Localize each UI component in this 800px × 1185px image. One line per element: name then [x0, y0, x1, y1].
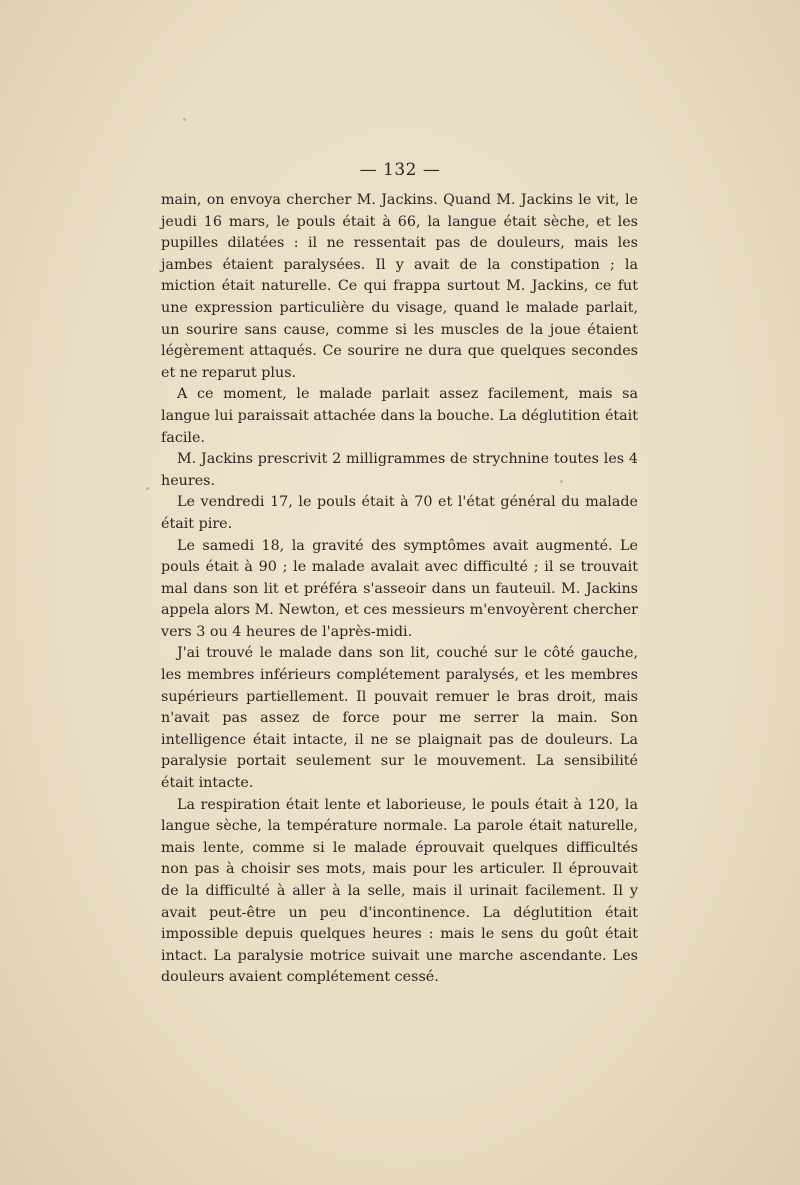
- paragraph: M. Jackins prescrivit 2 milligrammes de strychnine toutes les 4 heures.: [161, 451, 638, 489]
- paragraph: J'ai trouvé le malade dans son lit, couché sur le côté gauche, les membres inférieurs complétement paralysés, et les membres supérieurs partiellement. Il pouvait remuer le bras droit, mais n'avait pas assez de force pour me serrer la main. Son intelligence était intacte, il ne se plaignait pas de douleurs. La paralysie portait seulement sur le mouvement. La sensibilité était intacte.: [161, 645, 638, 792]
- paragraph: A ce moment, le malade parlait assez facilement, mais sa langue lui paraissait attachée dans la bouche. La déglutition était facile.: [161, 386, 638, 446]
- paragraph: Le vendredi 17, le pouls était à 70 et l'état général du malade était pire.: [161, 494, 638, 532]
- body-text: [161, 190, 638, 989]
- paragraph: Le samedi 18, la gravité des symptômes avait augmenté. Le pouls était à 90 ; le malade avalait avec difficulté ; il se trouvait mal dans son lit et préféra s'asseoir dans un fauteuil. M. Jackins appela alors M. Newton, et ces messieurs m'envoyèrent chercher vers 3 ou 4 heures de l'après-midi.: [161, 537, 638, 640]
- paper-speck: [183, 118, 186, 121]
- paragraph: main, on envoya chercher M. Jackins. Quand M. Jackins le vit, le jeudi 16 mars, le pouls était à 66, la langue était sèche, et les pupilles dilatées : il ne ressentait pas de douleurs, mais les jambes étaient paralysées. Il y avait de la constipation ; la miction était naturelle. Ce qui frappa surtout M. Jackins, ce fut une expression particulière du visage, quand le malade parlait, un sourire sans cause, comme si les muscles de la joue étaient légèrement attaqués. Ce sourire ne dura que quelques secondes et ne reparut plus.: [161, 192, 638, 381]
- page-number: — 132 —: [359, 160, 441, 180]
- paragraph: La respiration était lente et laborieuse, le pouls était à 120, la langue sèche, la température normale. La parole était naturelle, mais lente, comme si le malade éprouvait quelques difficultés non pas à choisir ses mots, mais pour les articuler. Il éprouvait de la difficulté à aller à la selle, mais il urinait facilement. Il y avait peut-être un peu d'incontinence. La déglutition était impossible depuis quelques heures : mais le sens du goût était intact. La paralysie motrice suivait une marche ascendante. Les douleurs avaient complétement cessé.: [161, 796, 638, 986]
- paper-speck: [146, 487, 149, 490]
